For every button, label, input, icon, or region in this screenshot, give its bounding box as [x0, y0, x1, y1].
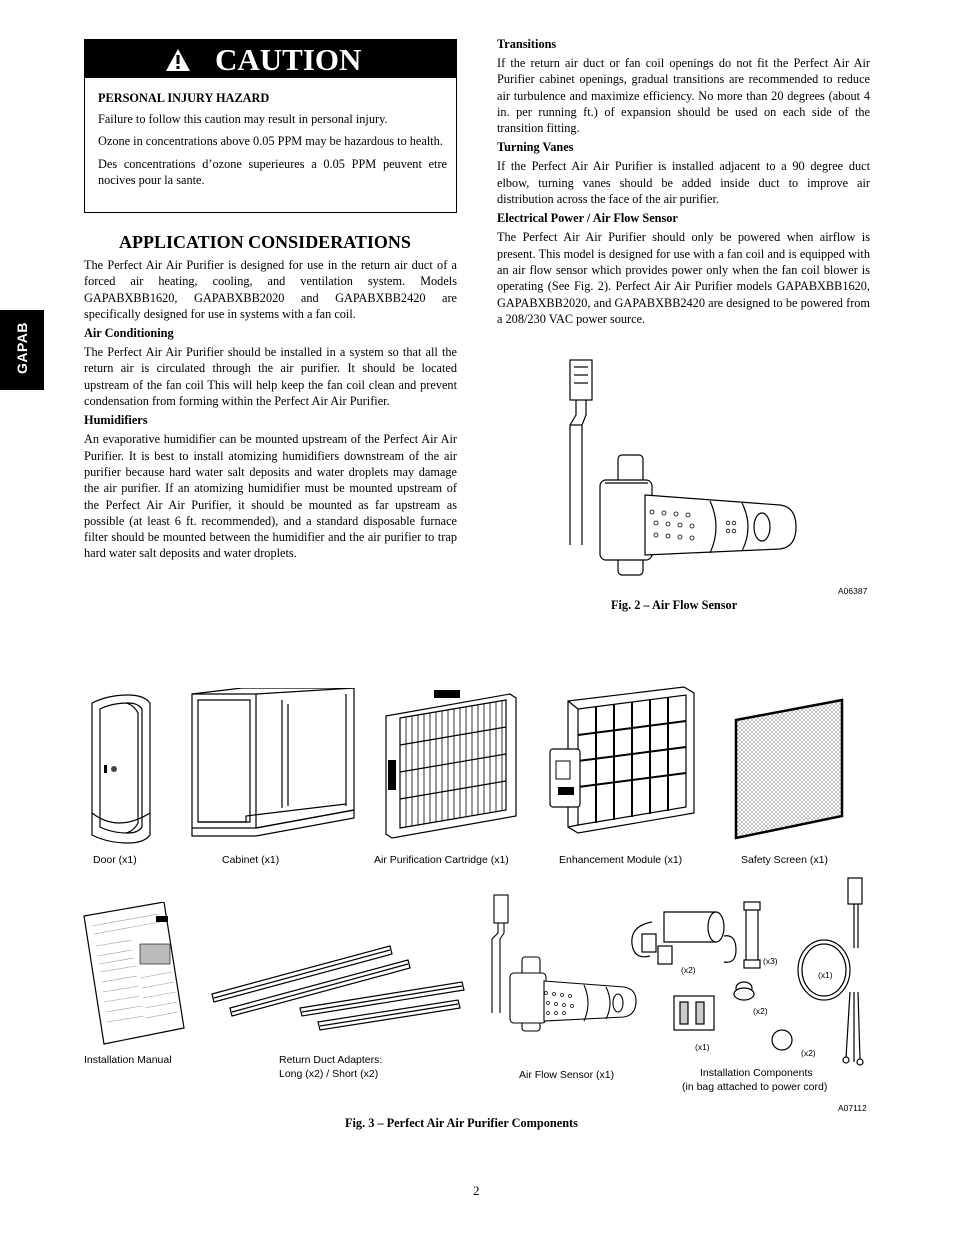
caution-text-3: Des concentrations d’ozone superieures a 0.05 PPM peuvent etre nocives pour la sante. [98, 156, 447, 187]
label-manual: Installation Manual [84, 1054, 172, 1066]
side-tab-label: GAPAB [14, 321, 30, 375]
return-duct-adapters-illustration [208, 938, 466, 1038]
caution-header [85, 40, 456, 78]
humidifiers-text: An evaporative humidifier can be mounted upstream of the Perfect Air Air Purifier. It is best to install atomizing humidifiers downstream of the air purifier because hard water salt deposits and water droplets may damage the air purifier. If an atomizing humidifier must be mounted upstream of the Perfect Air Air Purifier, it should be mounted as far upstream as possible (at least 6 ft. recommended), and a standard disposable furnace filter should be mounted between the humidifier and the air purifier to trap hard water salt deposits and water droplets. [84, 432, 457, 561]
qty-d: (x2) [753, 1006, 768, 1016]
enhancement-module-illustration [544, 683, 700, 841]
turning-vanes-text: If the Perfect Air Air Purifier is installed adjacent to a 90 degree duct elbow, turning vanes should be added inside duct to improve air distribution across the face of the air purifier. [497, 159, 870, 207]
ac-heading: Air Conditioning [84, 326, 174, 341]
qty-e: (x1) [695, 1042, 710, 1052]
fig3-code: A07112 [838, 1103, 867, 1113]
label-components-1: Installation Components [700, 1067, 813, 1079]
right-column [497, 36, 870, 330]
turning-vanes-heading: Turning Vanes [497, 140, 574, 155]
label-cabinet: Cabinet (x1) [222, 854, 280, 866]
safety-screen-illustration [730, 698, 846, 840]
caution-title: CAUTION [215, 42, 362, 77]
cartridge-illustration [382, 690, 520, 840]
label-screen: Safety Screen (x1) [741, 854, 828, 866]
page-number: 2 [473, 1183, 480, 1198]
caution-text-2: Ozone in concentrations above 0.05 PPM may be hazardous to health. [98, 134, 443, 149]
label-sensor: Air Flow Sensor (x1) [519, 1069, 615, 1081]
qty-b: (x3) [763, 956, 778, 966]
label-door: Door (x1) [93, 854, 137, 866]
label-cartridge: Air Purification Cartridge (x1) [374, 854, 509, 866]
warning-triangle-icon [165, 48, 191, 72]
installation-manual-illustration [82, 902, 186, 1046]
fig3-caption: Fig. 3 – Perfect Air Air Purifier Components [345, 1116, 578, 1130]
transitions-heading: Transitions [497, 37, 557, 51]
label-components-2: (in bag attached to power cord) [682, 1081, 828, 1093]
application-intro: The Perfect Air Air Purifier is designed for use in the return air duct of a forced air heating, cooling, and ventilation system. Models GAPABXBB1620, GAPABXBB2020 and GAPABXBB2420 are specifically designed for use in systems with a fan coil. [84, 258, 457, 321]
caution-box [84, 39, 457, 213]
fig2-code: A06387 [838, 586, 868, 596]
air-flow-sensor-illustration [560, 355, 810, 585]
caution-text-1: Failure to follow this caution may result in personal injury. [98, 112, 388, 126]
caution-heading: PERSONAL INJURY HAZARD [98, 91, 270, 105]
power-text: The Perfect Air Air Purifier should only be powered when airflow is present. This model is designed for use with a fan coil and is equipped with an air flow sensor which provides power only when the fan coil blower is operating (See Fig. 2). Perfect Air Air Purifier models GAPABXBB1620, GAPABXBB2020, and GAPABXBB2420 are designed to be powered from a 208/230 VAC power source. [497, 230, 870, 326]
side-tab [0, 310, 44, 390]
qty-f: (x2) [801, 1048, 816, 1058]
label-adapters-1: Return Duct Adapters: [279, 1054, 383, 1066]
application-title: APPLICATION CONSIDERATIONS [119, 232, 411, 252]
label-module: Enhancement Module (x1) [559, 854, 683, 866]
transitions-text: If the return air duct or fan coil openings do not fit the Perfect Air Air Purifier cabinet openings, gradual transitions are recommended to reduce air turbulence and maximize efficiency. No more than 20 degrees (about 4 in. per running ft.) of expansion should be used on each side of the transition fitting. [497, 56, 870, 136]
cabinet-illustration [186, 688, 358, 838]
air-flow-sensor-small-illustration [484, 893, 640, 1043]
qty-a: (x2) [681, 965, 696, 975]
ac-text: The Perfect Air Air Purifier should be installed in a system so that all the return air is circulated through the air purifier. It should be located upstream of the fan coil This will help keep the fan coil clean and prevent condensation from forming within the Perfect Air Air Purifier. [84, 345, 457, 409]
door-illustration [88, 693, 154, 845]
humidifiers-heading: Humidifiers [84, 413, 148, 428]
fig2-caption: Fig. 2 – Air Flow Sensor [611, 598, 738, 612]
left-column [84, 257, 457, 565]
power-heading: Electrical Power / Air Flow Sensor [497, 211, 678, 226]
label-adapters-2: Long (x2) / Short (x2) [279, 1068, 379, 1080]
qty-c: (x1) [818, 970, 833, 980]
